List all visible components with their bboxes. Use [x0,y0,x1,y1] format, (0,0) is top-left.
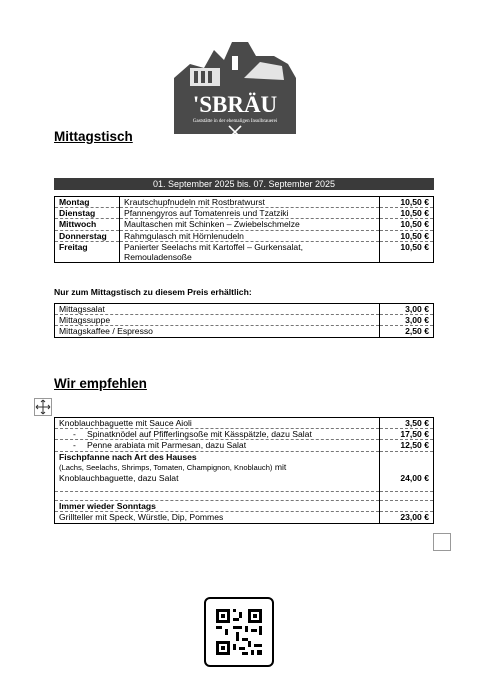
table-row [55,241,434,262]
dish-cell: Pfannengyros auf Tomatenreis und Tzatziki [120,208,380,219]
price-cell: 10,50 € [380,197,434,208]
table-row [55,501,434,512]
price-cell: 3,00 € [380,315,434,326]
price-cell: 10,50 € [380,230,434,241]
day-cell: Montag [55,197,120,208]
brand-logo [170,38,300,144]
item-cell: Mittagssalat [55,304,380,315]
dish-cell: Maultaschen mit Schinken – Zwiebelschmelze [120,219,380,230]
item-cell: Knoblauchbaguette mit Sauce Aioli [55,418,380,429]
item-cell: Grillteller mit Speck, Würstle, Dip, Pommes [55,512,380,523]
price-cell: 24,00 € [400,473,429,484]
item-cell [55,451,380,483]
table-row [55,418,434,429]
recommendations-table [54,417,434,524]
price-cell: 3,00 € [380,304,434,315]
lunch-menu-table [54,196,434,263]
table-row [55,429,434,440]
table-row [55,304,434,315]
item-label: Penne arabiata mit Parmesan, dazu Salat [87,440,247,451]
table-row [55,197,434,208]
table-row [55,208,434,219]
item-line: Knoblauchbaguette, dazu Salat [59,473,179,484]
price-cell: 10,50 € [400,241,429,252]
price-cell: 17,50 € [380,429,434,440]
day-cell: Freitag [55,241,120,262]
table-row [55,230,434,241]
item-title: Immer wieder Sonntags [55,501,380,512]
item-cell: - Penne arabiata mit Parmesan, dazu Salat [55,440,380,451]
empty-cell [380,483,434,492]
table-row [55,440,434,451]
recommend-heading: Wir empfehlen [54,376,147,391]
extras-table [54,303,434,338]
empty-cell [55,492,380,501]
dish-cell: Krautschupfnudeln mit Rostbratwurst [120,197,380,208]
day-cell: Mittwoch [55,219,120,230]
empty-cell [380,492,434,501]
table-row [55,451,434,483]
price-cell: 2,50 € [405,326,429,337]
price-cell: 3,50 € [380,418,434,429]
item-title: Fischpfanne nach Art des Hauses [59,451,197,462]
price-cell: 10,50 € [380,219,434,230]
price-cell: 10,50 € [380,208,434,219]
dish-line: Remouladensoße [124,252,192,263]
item-cell: Mittagssuppe [55,315,380,326]
brand-subtitle: Gaststätte in der ehemaligen Insulbrauerei [192,119,278,124]
day-cell: Dienstag [55,208,120,219]
table-resize-handle[interactable] [433,533,451,551]
dish-line: Panierter Seelachs mit Kartoffel – Gurkensalat, [124,241,303,252]
table-row [55,483,434,492]
day-cell: Donnerstag [55,230,120,241]
table-row [55,326,434,337]
item-detail: (Lachs, Seelachs, Shrimps, Tomaten, Champignon, Knoblauch) mit [59,461,287,472]
price-cell: 12,50 € [380,440,434,451]
lunch-heading: Mittagstisch [54,129,133,144]
empty-cell [380,501,434,512]
extras-note: Nur zum Mittagstisch zu diesem Preis erhältlich: [54,287,252,297]
item-cell: Mittagskaffee / Espresso [55,326,380,337]
dish-cell [120,241,380,262]
item-label: Spinatknödel auf Pfifferlingsoße mit Kässpätzle, dazu Salat [87,429,312,440]
empty-cell [55,483,380,492]
table-row [55,315,434,326]
qr-code-icon [204,597,274,667]
table-row [55,492,434,501]
date-banner: 01. September 2025 bis. 07. September 2025 [54,178,434,190]
price-cell: 23,00 € [400,512,429,523]
table-row [55,219,434,230]
dish-cell: Rahmgulasch mit Hörnlenudeln [120,230,380,241]
item-cell: - Spinatknödel auf Pfifferlingsoße mit Kässpätzle, dazu Salat [55,429,380,440]
move-icon[interactable] [34,398,52,416]
table-row [55,512,434,523]
brand-name: 'SBRÄU [192,92,278,117]
